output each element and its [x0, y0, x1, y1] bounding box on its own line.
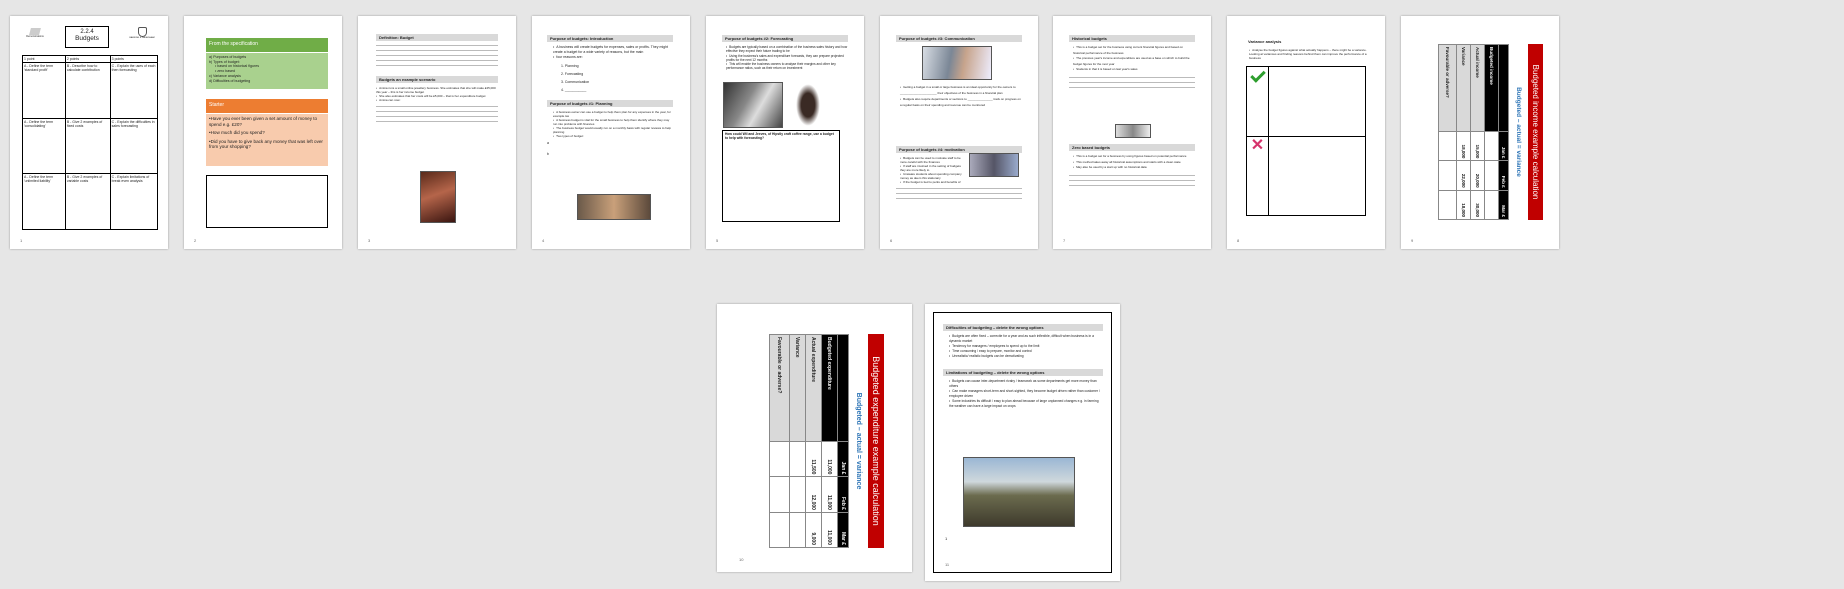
answer-line[interactable] [376, 106, 498, 107]
purpose-item: 2. Forecasting [561, 72, 584, 76]
variance-grid [1246, 66, 1366, 216]
page-title: Budgets [75, 35, 99, 42]
answer-line[interactable] [896, 193, 1022, 194]
bullet: • Budgets also require departments or sections to _______________ track on progress on a regular basis on their spending and revenue can be monitored [900, 96, 1022, 108]
answer-line[interactable] [376, 55, 498, 56]
calc-subtitle: Budgeted – actual = variance [1515, 87, 1522, 177]
bullet: • If staff are involved in the setting of budgets they are more likely to [900, 164, 962, 172]
page-number: 1 [20, 238, 23, 243]
logo-right-text: BARKING & DAGENHAM [129, 37, 155, 39]
grid-cell: A - Define the term 'standard profit' [23, 63, 66, 119]
bullet-list [722, 45, 848, 71]
answer-box[interactable] [206, 175, 328, 228]
table-row [770, 335, 790, 548]
bullet-list [547, 45, 673, 60]
historical-photo [1115, 124, 1151, 138]
bullet-list [943, 379, 1103, 409]
starter-header [206, 99, 328, 113]
bullet: • Analyse the budget figures against what actually happens – there might be a variance. Looking at variances and finding reasons behind them can improve the performance of a business [1249, 48, 1367, 60]
table-row [1485, 45, 1499, 220]
page-1[interactable] [10, 16, 168, 249]
table-cell[interactable] [790, 477, 806, 513]
answer-line[interactable] [1069, 87, 1195, 88]
page-8[interactable] [1227, 16, 1385, 249]
bullet: • This method takes away all historical assumptions and starts with a clean state [1073, 160, 1195, 166]
table-row [790, 335, 806, 548]
bullet: • Some industries its difficult / easy to plan ahead because of large unplanned changes e.g. in farming the weather can have a large impact on crops [949, 399, 1103, 409]
page-9[interactable] [1401, 16, 1559, 249]
question-box[interactable] [722, 130, 840, 222]
page-10[interactable] [717, 304, 912, 572]
col-header: Mar £ [838, 512, 849, 547]
bullet: • May also be used by a start up with no historical data [1073, 165, 1195, 171]
table-row [806, 335, 822, 548]
table-row [822, 335, 838, 548]
section-heading: Budgets an example scenario [376, 76, 498, 83]
table-cell: 11,000 [822, 512, 838, 547]
purpose-item: 4. ___________ [561, 88, 587, 92]
table-row [1471, 45, 1485, 220]
rotated-content [1415, 44, 1543, 220]
grid-header: 1 point [23, 56, 66, 63]
expenditure-table [769, 334, 849, 548]
col-header: Mar £ [1499, 190, 1509, 219]
bullet: • Budgets can cause inter-department rivalry / teamwork as some departments get more money than others [949, 379, 1103, 389]
spec-item: • zero based [215, 69, 236, 74]
table-header-row [1499, 45, 1509, 220]
purpose-item: 1. Planning [561, 64, 579, 68]
section-heading: Purpose of budgets #1: Planning [547, 100, 673, 107]
bullet-list [896, 84, 1022, 108]
bullet: • Unaware students about spending company money as deem this stationary [900, 172, 962, 180]
bullet: • A business will create budgets for expenses, sales or profits. They might create a budget for a wide variety of reasons, but the main [553, 45, 673, 55]
type-b: b [547, 152, 549, 156]
bullet: • Amina runs a small online jewellery business. She estimates that she will make £25,000 this year – this is her income budget [376, 86, 498, 94]
answer-line[interactable] [376, 111, 498, 112]
bullet: • Time consuming / easy to prepare, monitor and control [949, 349, 1103, 354]
points-grid [22, 55, 158, 230]
bullet: • If the budget is tied to perks and benefits of [900, 180, 962, 184]
page-number: 4 [542, 238, 545, 243]
income-table [1438, 44, 1509, 220]
bullet: • Unrealistic/ realistic budgets can be demotivating [949, 354, 1103, 359]
page-4[interactable] [532, 16, 690, 249]
spec-box [206, 53, 328, 89]
bullet: • This will enable the business owners to analyse their margins and other key performance ratios, such as their return on investment [726, 62, 848, 71]
page-mark: 1 [945, 536, 948, 541]
page-3[interactable] [358, 16, 516, 249]
table-cell: 30,000 [1471, 190, 1485, 219]
answer-line[interactable] [376, 65, 498, 66]
purpose-list [547, 62, 673, 94]
grid-cell: B - Give 2 examples of variable costs [65, 174, 110, 230]
bullet-list [896, 156, 962, 184]
table-cell: 11,500 [806, 442, 822, 477]
grid-cell: C - Explain limitations of break even analysis [110, 174, 157, 230]
calc-title: Budgeted expenditure example calculation [868, 334, 884, 548]
grid-cell: C - Explain the uses of each then forecasting [110, 63, 157, 119]
bullet: • Can make managers short-term and short-sighted, they become budget driven rather than customer / employee driven [949, 389, 1103, 399]
bullet: • Tendency for managers / employees to spend up to the limit [949, 344, 1103, 349]
answer-line[interactable] [376, 116, 498, 117]
cross-icon: ✕ [1250, 137, 1265, 155]
section-heading: Purpose of budgets #4: motivation [896, 146, 1022, 153]
starter-item: •Have you ever been given a set amount of money to spend e.g. £20? [209, 116, 318, 127]
table-cell [1485, 132, 1499, 161]
page-7[interactable] [1053, 16, 1211, 249]
page-number: 5 [716, 238, 719, 243]
answer-line[interactable] [1069, 185, 1195, 186]
table-cell [1485, 190, 1499, 219]
bullet: • The business budget would usually run on a monthly basis with regular reviews to help planning [553, 126, 673, 134]
row-label: Budgeted income [1485, 45, 1499, 132]
bullet: • Budgets are often fixed – correctie for a year and as such inflexible, difficult when business is in a dynamic market [949, 334, 1103, 344]
bullet: • Using the business's sales and expenditure forecasts, they can prepare projected profits for the next 12 months [726, 54, 848, 63]
answer-line[interactable] [1069, 77, 1195, 78]
section-heading: Difficulties of budgeting – delete the wrong options [943, 324, 1103, 331]
section-heading: Definition: Budget [376, 34, 498, 41]
row-label: Actual income [1471, 45, 1485, 132]
bullet: • This is a budget set for a business by using figures based on potential performance [1073, 154, 1195, 160]
farming-photo [963, 457, 1075, 527]
answer-line[interactable] [1069, 175, 1195, 176]
answer-line[interactable] [376, 50, 498, 51]
spec-item: b) Types of budget: [209, 59, 240, 64]
coffee-bottle-photo [796, 84, 820, 126]
jewellery-photo [420, 171, 456, 223]
table-cell: 18,000 [1457, 190, 1471, 219]
row-label: Actual expenditure [806, 335, 822, 442]
tick-icon [1250, 67, 1266, 83]
title-box [65, 26, 109, 48]
bullet: • Budgets are typically based on a combination of the business sales history and how effective they expect their future trading to be [726, 45, 848, 54]
page-number: 9 [1411, 238, 1414, 243]
bullet-list [943, 334, 1103, 359]
table-row [1457, 45, 1471, 220]
bullet-list [376, 86, 498, 102]
col-header: Jan £ [838, 442, 849, 477]
answer-line[interactable] [376, 121, 498, 122]
col-header [838, 335, 849, 442]
title-code: 2.2.4 [80, 29, 94, 35]
table-cell: 11,000 [822, 477, 838, 513]
page-5[interactable] [706, 16, 864, 249]
logo-right [128, 27, 156, 39]
bullet: • This is a budget set for the business using current financial figures and based on historical performance of the business [1073, 45, 1195, 56]
bullet: • Two types of budget: [553, 134, 673, 138]
table-cell[interactable] [1439, 190, 1457, 219]
page-6[interactable] [880, 16, 1038, 249]
bullet: • A business budget is vital for the small business to help them identify where they may run into problems with finances [553, 118, 673, 126]
section-heading: Limitations of budgeting – delete the wrong options [943, 369, 1103, 376]
grid-header: 3 points [110, 56, 157, 63]
grid-cell: B - Give 2 examples of fixed costs [65, 118, 110, 174]
grid-cell: C - Explain the difficulties in sales forecasting [110, 118, 157, 174]
row-label: Favourable or adverse? [1439, 45, 1457, 132]
bullet-list [1069, 45, 1195, 73]
bullet: • She also estimates that her costs will be £5,000 – that is her expenditure budget [376, 94, 498, 98]
question-text: How could Wil and Jeeves, of Hipstly craft coffee range, use a budget to help with forecasting? [725, 132, 834, 141]
starter-box [206, 114, 328, 166]
section-heading: Zero based budgets [1069, 144, 1195, 151]
page-number: 10 [739, 557, 744, 562]
page-number: 11 [945, 562, 950, 567]
answer-line[interactable] [1069, 180, 1195, 181]
page-number: 6 [890, 238, 893, 243]
starter-item: •Did you have to give back any money that was left over from your shopping? [209, 138, 323, 149]
bullet-list [1245, 48, 1367, 60]
page-number: 2 [194, 238, 197, 243]
purpose-item: 3. Communication [561, 80, 590, 84]
table-cell: 12,000 [806, 477, 822, 513]
section-heading: Purpose of budgets #3: Communication [896, 35, 1022, 42]
page-number: 3 [368, 238, 371, 243]
table-cell[interactable] [770, 442, 790, 477]
meeting-photo [922, 46, 992, 80]
bullet: • Amina can now: [376, 98, 498, 102]
grid-header: 2 points [65, 56, 110, 63]
page-2[interactable] [184, 16, 342, 249]
col-header: Feb £ [1499, 161, 1509, 190]
spec-title: From the specification [209, 41, 258, 47]
answer-line[interactable] [896, 198, 1022, 199]
bullet-list [547, 110, 673, 138]
calc-title: Budgeted income example calculation [1528, 44, 1543, 220]
type-a: a [547, 141, 549, 145]
page-11[interactable] [925, 304, 1120, 581]
grid-cell: A - Define the term 'consolidating' [23, 118, 66, 174]
calc-subtitle: Budgeted – actual = variance [855, 392, 862, 490]
spec-header [206, 38, 328, 52]
grid-cell: B - Describe how to calculate contribution [65, 63, 110, 119]
spec-item: • based on historical figures [215, 64, 260, 69]
starter-item: •How much did you spend? [209, 130, 265, 135]
section-heading: Historical budgets [1069, 35, 1195, 42]
motivation-photo [969, 153, 1019, 177]
bullet: • Students in that it is based on last year's sales [1073, 67, 1195, 73]
col-header: Feb £ [838, 477, 849, 513]
table-cell: 20,000 [1471, 161, 1485, 190]
bullet-cont: • four reasons are: [553, 55, 673, 60]
logo-left-text: Demonstrations [26, 35, 44, 38]
table-cell: 15,000 [1471, 132, 1485, 161]
table-header-row [838, 335, 849, 548]
bullet: • Budgets can be used to motivate staff to be more careful with the finances [900, 156, 962, 164]
page-number: 8 [1237, 238, 1240, 243]
answer-line[interactable] [376, 60, 498, 61]
crest-icon [138, 27, 147, 37]
table-cell[interactable] [790, 442, 806, 477]
table-cell: 22,000 [1457, 161, 1471, 190]
grid-cell: A - Define the term 'unlimited liability' [23, 174, 66, 230]
section-heading: Variance analysis [1245, 38, 1367, 45]
bullet: • A business owner can use a budget to help them plan for any expenses in the year, for example tax [553, 110, 673, 118]
table-cell: 18,000 [1457, 132, 1471, 161]
col-header: Jan £ [1499, 132, 1509, 161]
answer-cell[interactable] [1269, 137, 1366, 216]
logo-left [24, 28, 46, 40]
table-cell: 9,000 [806, 512, 822, 547]
coffee-shop-photo [723, 82, 783, 128]
spec-item: c) Variance analysis [209, 73, 241, 78]
table-cell[interactable] [1439, 132, 1457, 161]
bullet: • Getting a budget in a small or large business is an ideal opportunity for the owners to ______________________ their objectives of the business in a financial plan [900, 84, 1022, 96]
row-label: Variance [790, 335, 806, 442]
row-label: Favourable or adverse? [770, 335, 790, 442]
table-cell[interactable] [1439, 161, 1457, 190]
col-header [1499, 45, 1509, 132]
row-label: Variance [1457, 45, 1471, 132]
planning-photo [577, 194, 651, 220]
table-row [1439, 45, 1457, 220]
section-heading: Purpose of budgets: Introduction [547, 35, 673, 42]
answer-cell[interactable] [1269, 67, 1366, 137]
answer-line[interactable] [376, 45, 498, 46]
bullet-list [1069, 154, 1195, 171]
section-heading: Purpose of budgets #2: Forecasting [722, 35, 848, 42]
answer-line[interactable] [1069, 82, 1195, 83]
table-cell[interactable] [790, 512, 806, 547]
starter-title: Starter [209, 102, 225, 108]
rotated-content [734, 334, 884, 548]
table-cell[interactable] [770, 512, 790, 547]
page-number: 7 [1063, 238, 1066, 243]
table-cell [1485, 161, 1499, 190]
row-label: Budgeted expenditure [822, 335, 838, 442]
spec-item: a) Purposes of budgets [209, 55, 247, 59]
answer-line[interactable] [896, 188, 1022, 189]
bullet: • The previous year's income and expenditure are used as a base on which to build the budget figures for the next year [1073, 56, 1195, 67]
spec-item: d) Difficulties of budgeting [209, 78, 251, 83]
table-cell: 11,000 [822, 442, 838, 477]
table-cell[interactable] [770, 477, 790, 513]
